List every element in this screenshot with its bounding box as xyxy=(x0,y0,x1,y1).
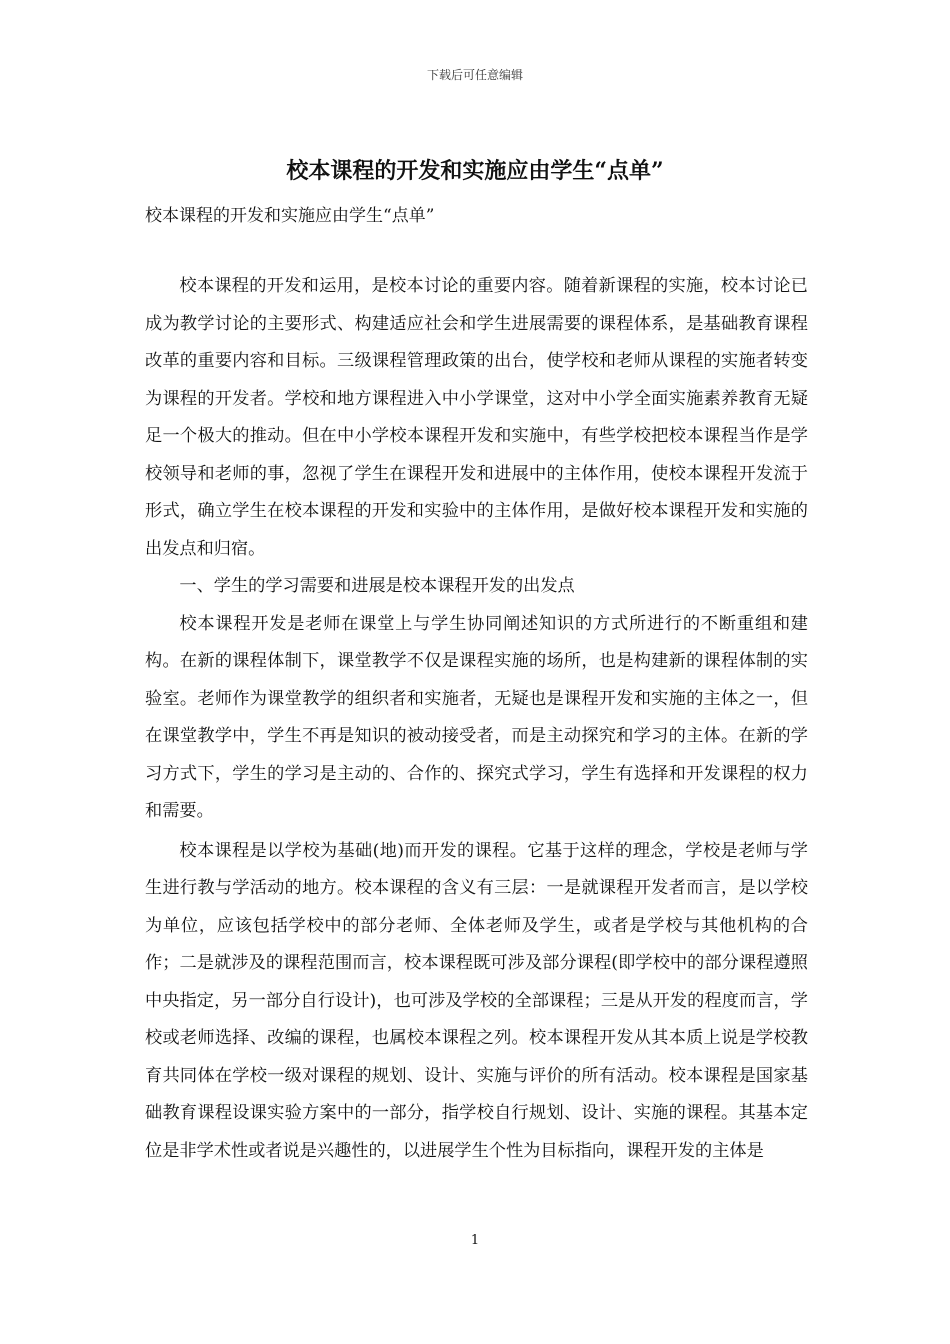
section-heading-1: 一、学生的学习需要和进展是校本课程开发的出发点 xyxy=(179,576,575,596)
document-title: 校本课程的开发和实施应由学生“点单” xyxy=(286,158,664,184)
paragraph-intro: 校本课程的开发和运用，是校本讨论的重要内容。随着新课程的实施，校本讨论已成为教学讨论的主要形式、构建适应社会和学生进展需要的课程体系，是基础教育课程改革的重要内容和目标。三级课程管理政策的出台，使学校和老师从课程的实施者转变为课程的开发者。学校和地方课程进入中小学课堂，这对中小学全面实施素养教育无疑足一个极大的推动。但在中小学校本课程开发和实施中，有些学校把校本课程当作是学校领导和老师的事，忽视了学生在课程开发和进展中的主体作用，使校本课程开发流于形式，确立学生在校本课程的开发和实验中的主体作用，是做好校本课程开发和实施的出发点和归宿。 xyxy=(145,276,808,559)
page-header: 下载后可任意编辑 xyxy=(426,68,523,82)
paragraph-section-1: 校本课程开发是老师在课堂上与学生协同阐述知识的方式所进行的不断重组和建构。在新的课程体制下，课堂教学不仅是课程实施的场所，也是构建新的课程体制的实验室。老师作为课堂教学的组织者和实施者，无疑也是课程开发和实施的主体之一，但在课堂教学中，学生不再是知识的被动接受者，而是主动探究和学习的主体。在新的学习方式下，学生的学习是主动的、合作的、探究式学习，学生有选择和开发课程的权力和需要。 xyxy=(145,613,808,821)
document-subtitle: 校本课程的开发和实施应由学生“点单” xyxy=(145,206,435,226)
document-body xyxy=(145,268,808,1170)
paragraph-definition: 校本课程是以学校为基础(地)而开发的课程。它基于这样的理念，学校是老师与学生进行教与学活动的地方。校本课程的含义有三层：一是就课程开发者而言，是以学校为单位，应该包括学校中的部分老师、全体老师及学生，或者是学校与其他机构的合作；二是就涉及的课程范围而言，校本课程既可涉及部分课程(即学校中的部分课程遵照中央指定，另一部分自行设计)，也可涉及学校的全部课程；三是从开发的程度而言，学校或老师选择、改编的课程，也属校本课程之列。校本课程开发从其本质上说是学校教育共同体在学校一级对课程的规划、设计、实施与评价的所有活动。校本课程是国家基础教育课程设课实验方案中的一部分，指学校自行规划、设计、实施的课程。其基本定位是非学术性或者说是兴趣性的，以进展学生个性为目标指向，课程开发的主体是 xyxy=(145,840,808,1161)
page-number: 1 xyxy=(470,1233,480,1248)
